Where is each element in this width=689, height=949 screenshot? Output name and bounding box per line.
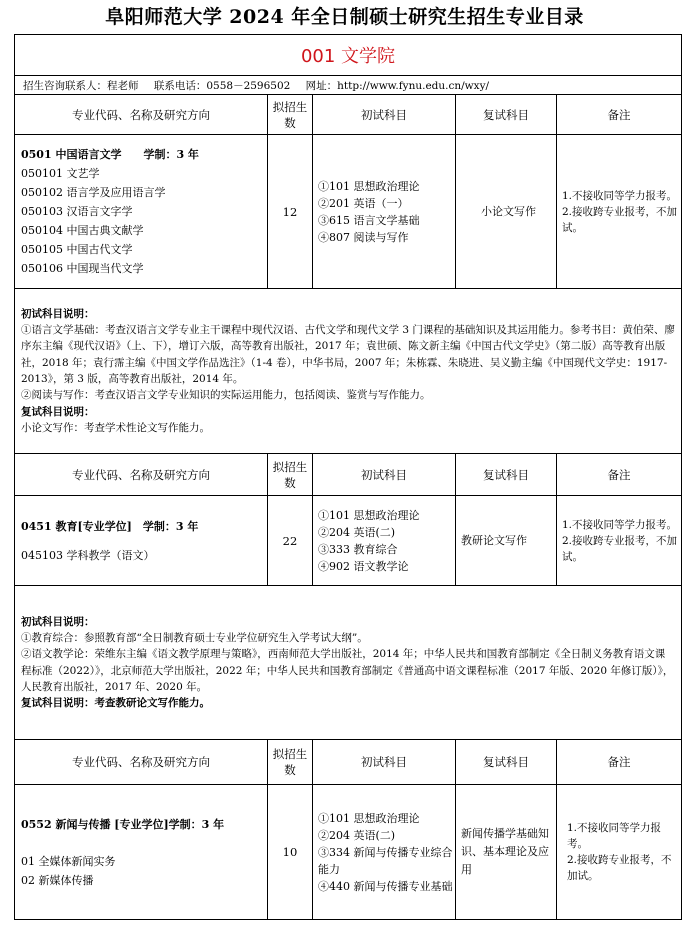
initial-subjects [313,496,456,586]
contact-website: 网址：http://www.fynu.edu.cn/wxy/ [305,79,490,92]
program-notes [557,135,682,289]
header-code: 专业代码、名称及研究方向 [15,740,268,785]
header-notes: 备注 [557,740,682,785]
retest-subject: 教研论文写作 [456,496,557,586]
header-row [15,95,682,135]
contact-info [15,76,682,95]
subject-item: ②204 英语(二) [318,525,396,539]
direction-item: 050102 语言学及应用语言学 [21,186,166,199]
desc-heading: 复试科目说明： [21,405,95,418]
header-row [15,740,682,785]
desc-paragraph: ②阅读与写作：考查汉语言文学专业知识的实际运用能力，包括阅读、鉴赏与写作能力。 [21,389,431,402]
header-retest: 复试科目 [456,95,557,135]
direction-item: 01 全媒体新闻实务 [21,854,116,868]
note-item: 1.不接收同等学力报考。 [562,189,678,202]
desc-heading: 复试科目说明：考查教研论文写作能力。 [21,697,210,710]
header-retest: 复试科目 [456,740,557,785]
note-item: 1.不接收同等学力报考。 [567,822,662,850]
contact-person: 招生咨询联系人：程老师 [23,79,139,92]
desc-paragraph: ①教育综合：参照教育部“全日制教育硕士专业学位研究生入学考试大纲”。 [21,631,368,644]
college-name: 001 文学院 [15,35,682,76]
direction-item: 050103 汉语言文字学 [21,205,133,218]
header-initial: 初试科目 [313,95,456,135]
exam-description [15,586,682,740]
catalog-table [14,34,682,920]
program-row [15,496,682,586]
program-head: 0451 教育[专业学位] 学制：3 年 [21,519,199,533]
page-title: 阜阳师范大学 2024 年全日制硕士研究生招生专业目录 [105,6,584,28]
header-initial: 初试科目 [313,740,456,785]
desc-heading: 初试科目说明： [21,307,95,320]
subject-item: ②204 英语(二) [318,828,396,842]
header-count: 拟招生数 [268,95,313,135]
subject-item: ①101 思想政治理论 [318,811,420,825]
direction-item: 050106 中国现当代文学 [21,262,144,275]
program-notes [557,785,682,920]
enrollment-count: 10 [268,785,313,920]
enrollment-count: 22 [268,496,313,586]
program-notes [557,496,682,586]
retest-subject: 新闻传播学基础知识、基本理论及应用 [456,785,557,920]
program-head: 0552 新闻与传播 [专业学位]学制：3 年 [21,817,225,831]
header-code: 专业代码、名称及研究方向 [15,454,268,496]
header-initial: 初试科目 [313,454,456,496]
program-row [15,785,682,920]
program-code-cell [15,496,268,586]
header-notes: 备注 [557,454,682,496]
subject-item: ④807 阅读与写作 [318,230,409,244]
program-code-cell [15,785,268,920]
program-code-cell [15,135,268,289]
subject-item: ④440 新闻与传播专业基础 [318,879,453,893]
header-row [15,454,682,496]
note-item: 1.不接收同等学力报考。 [562,518,678,531]
subject-item: ①101 思想政治理论 [318,179,420,193]
retest-subject: 小论文写作 [456,135,557,289]
note-item: 2.接收跨专业报考，不加试。 [567,854,672,882]
header-retest: 复试科目 [456,454,557,496]
note-item: 2.接收跨专业报考，不加试。 [562,534,678,563]
direction-item: 050101 文艺学 [21,167,100,180]
enrollment-count: 12 [268,135,313,289]
subject-item: ③334 新闻与传播专业综合能力 [318,845,453,876]
initial-subjects [313,135,456,289]
program-row [15,135,682,289]
direction-item: 045103 学科教学（语文） [21,548,155,562]
desc-heading: 初试科目说明： [21,615,95,628]
direction-item: 02 新媒体传播 [21,873,94,887]
header-count: 拟招生数 [268,740,313,785]
header-notes: 备注 [557,95,682,135]
desc-paragraph: 小论文写作：考查学术性论文写作能力。 [21,421,210,434]
header-count: 拟招生数 [268,454,313,496]
desc-paragraph: ②语文教学论：荣维东主编《语文教学原理与策略》，西南师范大学出版社，2014 年；中华人民共和国教育部制定《全日制义务教育语文课程标准（2022）》，北京师范大学出版社，2022 年；中华人民共和国教育部制定《普通高中语文课程标准（2017 年版、2020 年修订版）》，人民教育出版社，2017 年、2020 年。 [21,648,674,693]
subject-item: ②201 英语（一） [318,196,409,210]
header-code: 专业代码、名称及研究方向 [15,95,268,135]
subject-item: ③615 语言文学基础 [318,213,420,227]
subject-item: ④902 语文教学论 [318,559,409,573]
direction-item: 050105 中国古代文学 [21,243,133,256]
initial-subjects [313,785,456,920]
direction-item: 050104 中国古典文献学 [21,224,144,237]
contact-phone: 联系电话：0558－2596502 [153,79,291,92]
desc-paragraph: ①语言文学基础：考查汉语言文学专业主干课程中现代汉语、古代文学和现代文学 3 门课程的基础知识及其运用能力。参考书目：黄伯荣、廖序东主编《现代汉语》（上、下），增订六版，高等教育出版社，2017 年；袁世硕、陈文新主编《中国古代文学史》（第二版）高等教育出版社，2018 年；袁行霈主编《中国文学作品选注》（1-4 卷），中华书局，2007 年；朱栋霖、朱晓进、吴义勤主编《中国现代文学史：1917-2013》，第 3 版，高等教育出版社，2014 年。 [21,324,675,385]
subject-item: ③333 教育综合 [318,542,398,556]
note-item: 2.接收跨专业报考，不加试。 [562,205,678,234]
exam-description [15,289,682,454]
program-head: 0501 中国语言文学 学制：3 年 [21,148,199,161]
subject-item: ①101 思想政治理论 [318,508,420,522]
